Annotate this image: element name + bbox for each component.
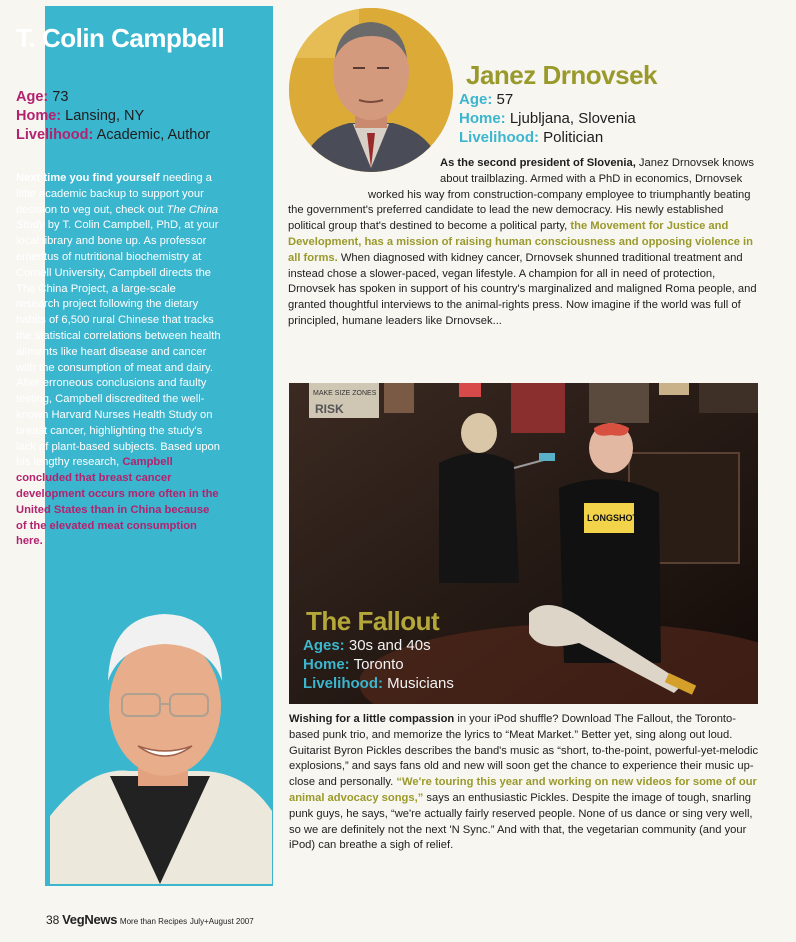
page-footer (46, 912, 254, 927)
campbell-home-label: Home: (16, 108, 62, 124)
fallout-stats (303, 636, 603, 693)
drnovsek-body-1: Janez Drnovsek knows about trailblazing. Armed with a PhD in economics, Drnovsek worked his way from construction-company employee to triumphantly beating the government's preferred candidate to lead the new democracy. His newly established political group that's destined to become a political party, (288, 157, 754, 233)
fallout-body-1: in your iPod shuffle? Download The Fallout, the Toronto-based punk trio, and memorize the lyrics to “Meat Market.” Better yet, sing along out loud. Guitarist Byron Pickles describes the band's music as “short, to-the-point, powerful-yet-melodic explosions,” and says fans old and new will soon get the chance to experience their music up-close and personally. (289, 713, 759, 789)
drnovsek-photo (289, 8, 453, 172)
fallout-highlight: “We're touring this year and working on new videos for some of our animal advocacy songs,” (289, 776, 757, 804)
magazine-brand: VegNews (62, 912, 118, 927)
campbell-body-2: by T. Colin Campbell, PhD, at your local library and bone up. As professor emeritus of nutritional biochemistry at Cornell University, Campbell directs the The China Project, a large-scale research project following the dietary habits of 6,500 rural Chinese that tracks the statistical correlations between health ailments like heart disease and cancer with the consumption of meat and dairy. After erroneous conclusions and faulty testing, Campbell discredited the well-known Harvard Nurses Health Study on breast cancer, highlighting the study's lack of plant-based subjects. Based upon his lengthy research, (16, 219, 221, 469)
fallout-home-label: Home: (303, 656, 350, 673)
drnovsek-livelihood: Politician (543, 129, 604, 146)
campbell-intro: Next time you find yourself (16, 172, 160, 184)
poster-caption: MAKE SIZE ZONES (313, 390, 377, 397)
page-number: 38 (46, 913, 60, 927)
campbell-article (16, 171, 222, 550)
campbell-age: 73 (52, 89, 69, 105)
campbell-livelihood: Academic, Author (96, 127, 211, 143)
drnovsek-name: Janez Drnovsek (466, 60, 657, 90)
campbell-book-title: The China Study (16, 203, 219, 232)
campbell-highlight: Campbell concluded that breast cancer development occurs more often in the United States than in China because of the elevated meat consumption here. (16, 456, 219, 548)
magazine-issue: July+August 2007 (189, 917, 254, 926)
campbell-livelihood-label: Livelihood: (16, 127, 94, 143)
drnovsek-stats (459, 90, 779, 147)
drnovsek-livelihood-label: Livelihood: (459, 129, 539, 146)
drnovsek-age-label: Age: (459, 91, 493, 108)
campbell-home: Lansing, NY (65, 108, 145, 124)
fallout-home: Toronto (353, 656, 404, 673)
campbell-photo (50, 596, 272, 884)
magazine-tagline: More than Recipes (119, 917, 188, 926)
drnovsek-age: 57 (496, 91, 514, 108)
fallout-age-label: Ages: (303, 637, 345, 654)
fallout-age: 30s and 40s (348, 637, 431, 654)
poster-risk: RISK (315, 402, 344, 416)
fallout-intro: Wishing for a little compassion (289, 713, 455, 725)
fallout-article (289, 712, 759, 854)
campbell-age-label: Age: (16, 89, 49, 105)
fallout-name: The Fallout (306, 606, 440, 636)
drnovsek-article (288, 156, 758, 330)
campbell-stats (16, 88, 224, 145)
campbell-body-1: needing a little academic backup to support your decision to veg out, check out (16, 172, 212, 216)
drnovsek-home-label: Home: (459, 110, 506, 127)
fallout-livelihood: Musicians (387, 675, 454, 692)
campbell-name: T. Colin Campbell (16, 23, 225, 53)
fallout-livelihood-label: Livelihood: (303, 675, 383, 692)
drnovsek-intro: As the second president of Slovenia, (440, 157, 636, 169)
shirt-print: LONGSHOT (587, 513, 638, 523)
fallout-body-2: says an enthusiastic Pickles. Despite the image of tough, snarling punk guys, he says, “we're actually fairly reserved people. None of us dance or sing very well, so we are definitely not the next 'N Sync.” And with that, the vegetarian community (and your iPod) can breathe a sigh of relief. (289, 791, 753, 852)
drnovsek-body-2: When diagnosed with kidney cancer, Drnovsek shunned traditional treatment and instead chose a slower-paced, vegan lifestyle. A champion for all in need of protection, Drnovsek has spoken in support of his country's marginalized and maligned Roma people, and granted thoughtful interviews to the animal-rights press. Now imagine if the world was full of principled, humane leaders like Drnovsek... (288, 251, 757, 327)
drnovsek-highlight: the Movement for Justice and Development, has a mission of raising human consciousness and opposing violence in all forms. (288, 220, 754, 264)
drnovsek-home: Ljubljana, Slovenia (509, 110, 636, 127)
